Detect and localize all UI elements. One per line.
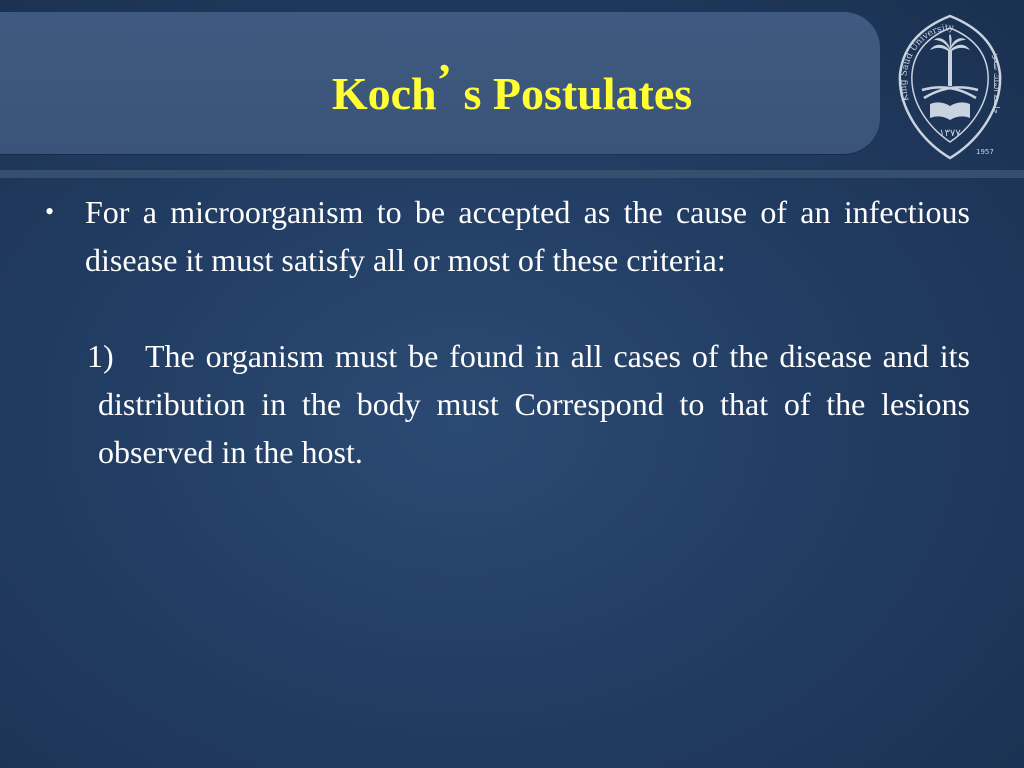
logo-arabic-year: ١٣٧٧	[939, 128, 961, 139]
palm-tree-icon	[930, 34, 970, 86]
bullet-item	[40, 188, 970, 284]
university-logo	[890, 12, 1010, 162]
item-text: The organism must be found in all cases of the disease and its distribution in the body must Correspond to that of the lesions observed in the host.	[98, 338, 970, 470]
title-apostrophe: ’	[436, 54, 452, 105]
open-book-icon	[930, 102, 970, 120]
numbered-item	[40, 332, 970, 476]
logo-arabic-text: جامعة الملك سعود	[992, 52, 1001, 114]
bullet-marker: •	[45, 197, 55, 226]
title-divider	[0, 170, 1024, 178]
bullet-text: For a microorganism to be accepted as the cause of an infectious disease it must satisfy all or most of these criteria:	[85, 194, 970, 278]
title-main: Koch	[331, 68, 437, 119]
title-rest: s Postulates	[451, 68, 693, 119]
logo-founded-year: 1957	[976, 148, 994, 156]
item-number: 1)	[87, 338, 114, 374]
logo-english-text: King Saud University	[898, 23, 954, 103]
crossed-swords-icon	[922, 87, 978, 98]
slide-body	[40, 188, 970, 476]
